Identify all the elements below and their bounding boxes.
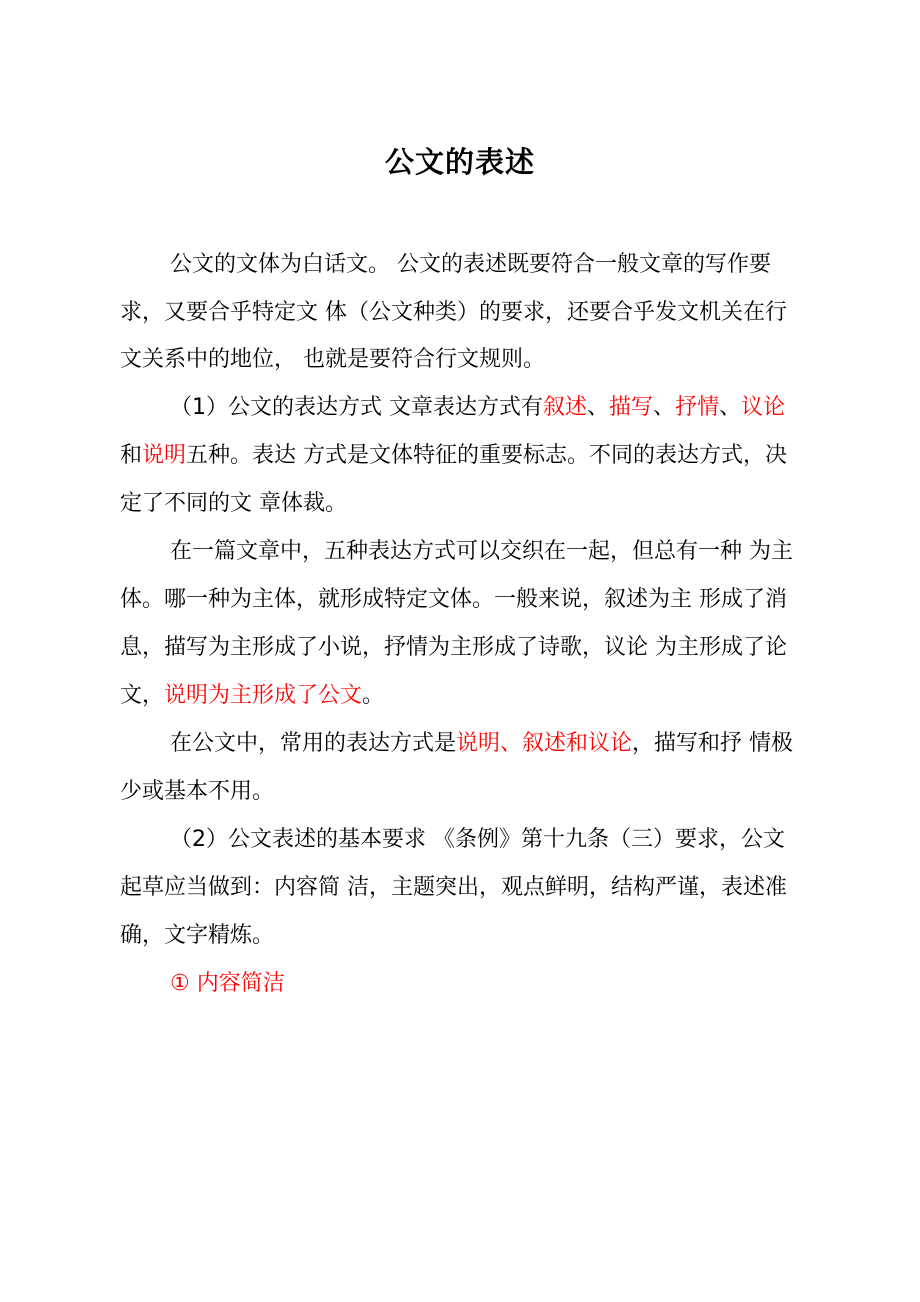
p3-line-1: 在一篇文章中，五种表达方式可以交织在一起，但总有一种 为主 — [170, 539, 793, 564]
p1-line-3: 文关系中的地位， 也就是要符合行文规则。 — [120, 347, 545, 372]
p4-line-2: 少或基本不用。 — [120, 779, 275, 804]
p3-text: 文， — [120, 683, 165, 708]
p3-line-2: 体。哪一种为主体，就形成特定文体。一般来说，叙述为主 形成了消 — [120, 587, 787, 612]
p2-text: （1）公文的表达方式 文章表达方式有 — [170, 395, 543, 420]
p4-text: 在公文中，常用的表达方式是 — [170, 731, 457, 756]
highlight-common-modes: 说明、叙述和议论 — [456, 731, 633, 756]
p4-text: ，描写和抒 情极 — [632, 731, 794, 756]
separator: 、 — [653, 395, 676, 420]
highlight-lyric: 抒情 — [675, 395, 720, 420]
separator: 、 — [587, 395, 610, 420]
p1-line-2: 求，又要合乎特定文 体（公文种类）的要求，还要合乎发文机关在行 — [120, 300, 787, 325]
highlight-explanation: 说明 — [142, 443, 187, 468]
p2-text: 和 — [120, 443, 143, 468]
p2-line-1 — [170, 393, 830, 423]
p5-line-1: （2）公文表述的基本要求 《条例》第十九条（三）要求，公文 — [170, 827, 785, 852]
p1-line-1: 公文的文体为白话文。 公文的表述既要符合一般文章的写作要 — [170, 252, 771, 277]
p2-line-2 — [120, 441, 820, 471]
highlight-conclusion: 说明为主形成了公文 — [164, 683, 363, 708]
page-title: 公文的表述 — [384, 145, 535, 179]
p2-line-3: 定了不同的文 章体裁。 — [120, 491, 347, 516]
highlight-argument: 议论 — [741, 395, 786, 420]
p3-line-4 — [120, 681, 820, 711]
section-heading: ① 内容简洁 — [170, 971, 285, 996]
p3-text: 。 — [362, 683, 385, 708]
p5-line-2: 起草应当做到：内容简 洁，主题突出，观点鲜明，结构严谨，表述准 — [120, 875, 787, 900]
p2-text: 五种。表达 方式是文体特征的重要标志。不同的表达方式，决 — [186, 443, 788, 468]
highlight-description: 描写 — [609, 395, 654, 420]
p5-line-3: 确，文字精炼。 — [120, 923, 275, 948]
p3-line-3: 息，描写为主形成了小说，抒情为主形成了诗歌，议论 为主形成了论 — [120, 635, 787, 660]
highlight-narration: 叙述 — [543, 395, 588, 420]
p4-line-1 — [170, 729, 830, 759]
separator: 、 — [719, 395, 742, 420]
